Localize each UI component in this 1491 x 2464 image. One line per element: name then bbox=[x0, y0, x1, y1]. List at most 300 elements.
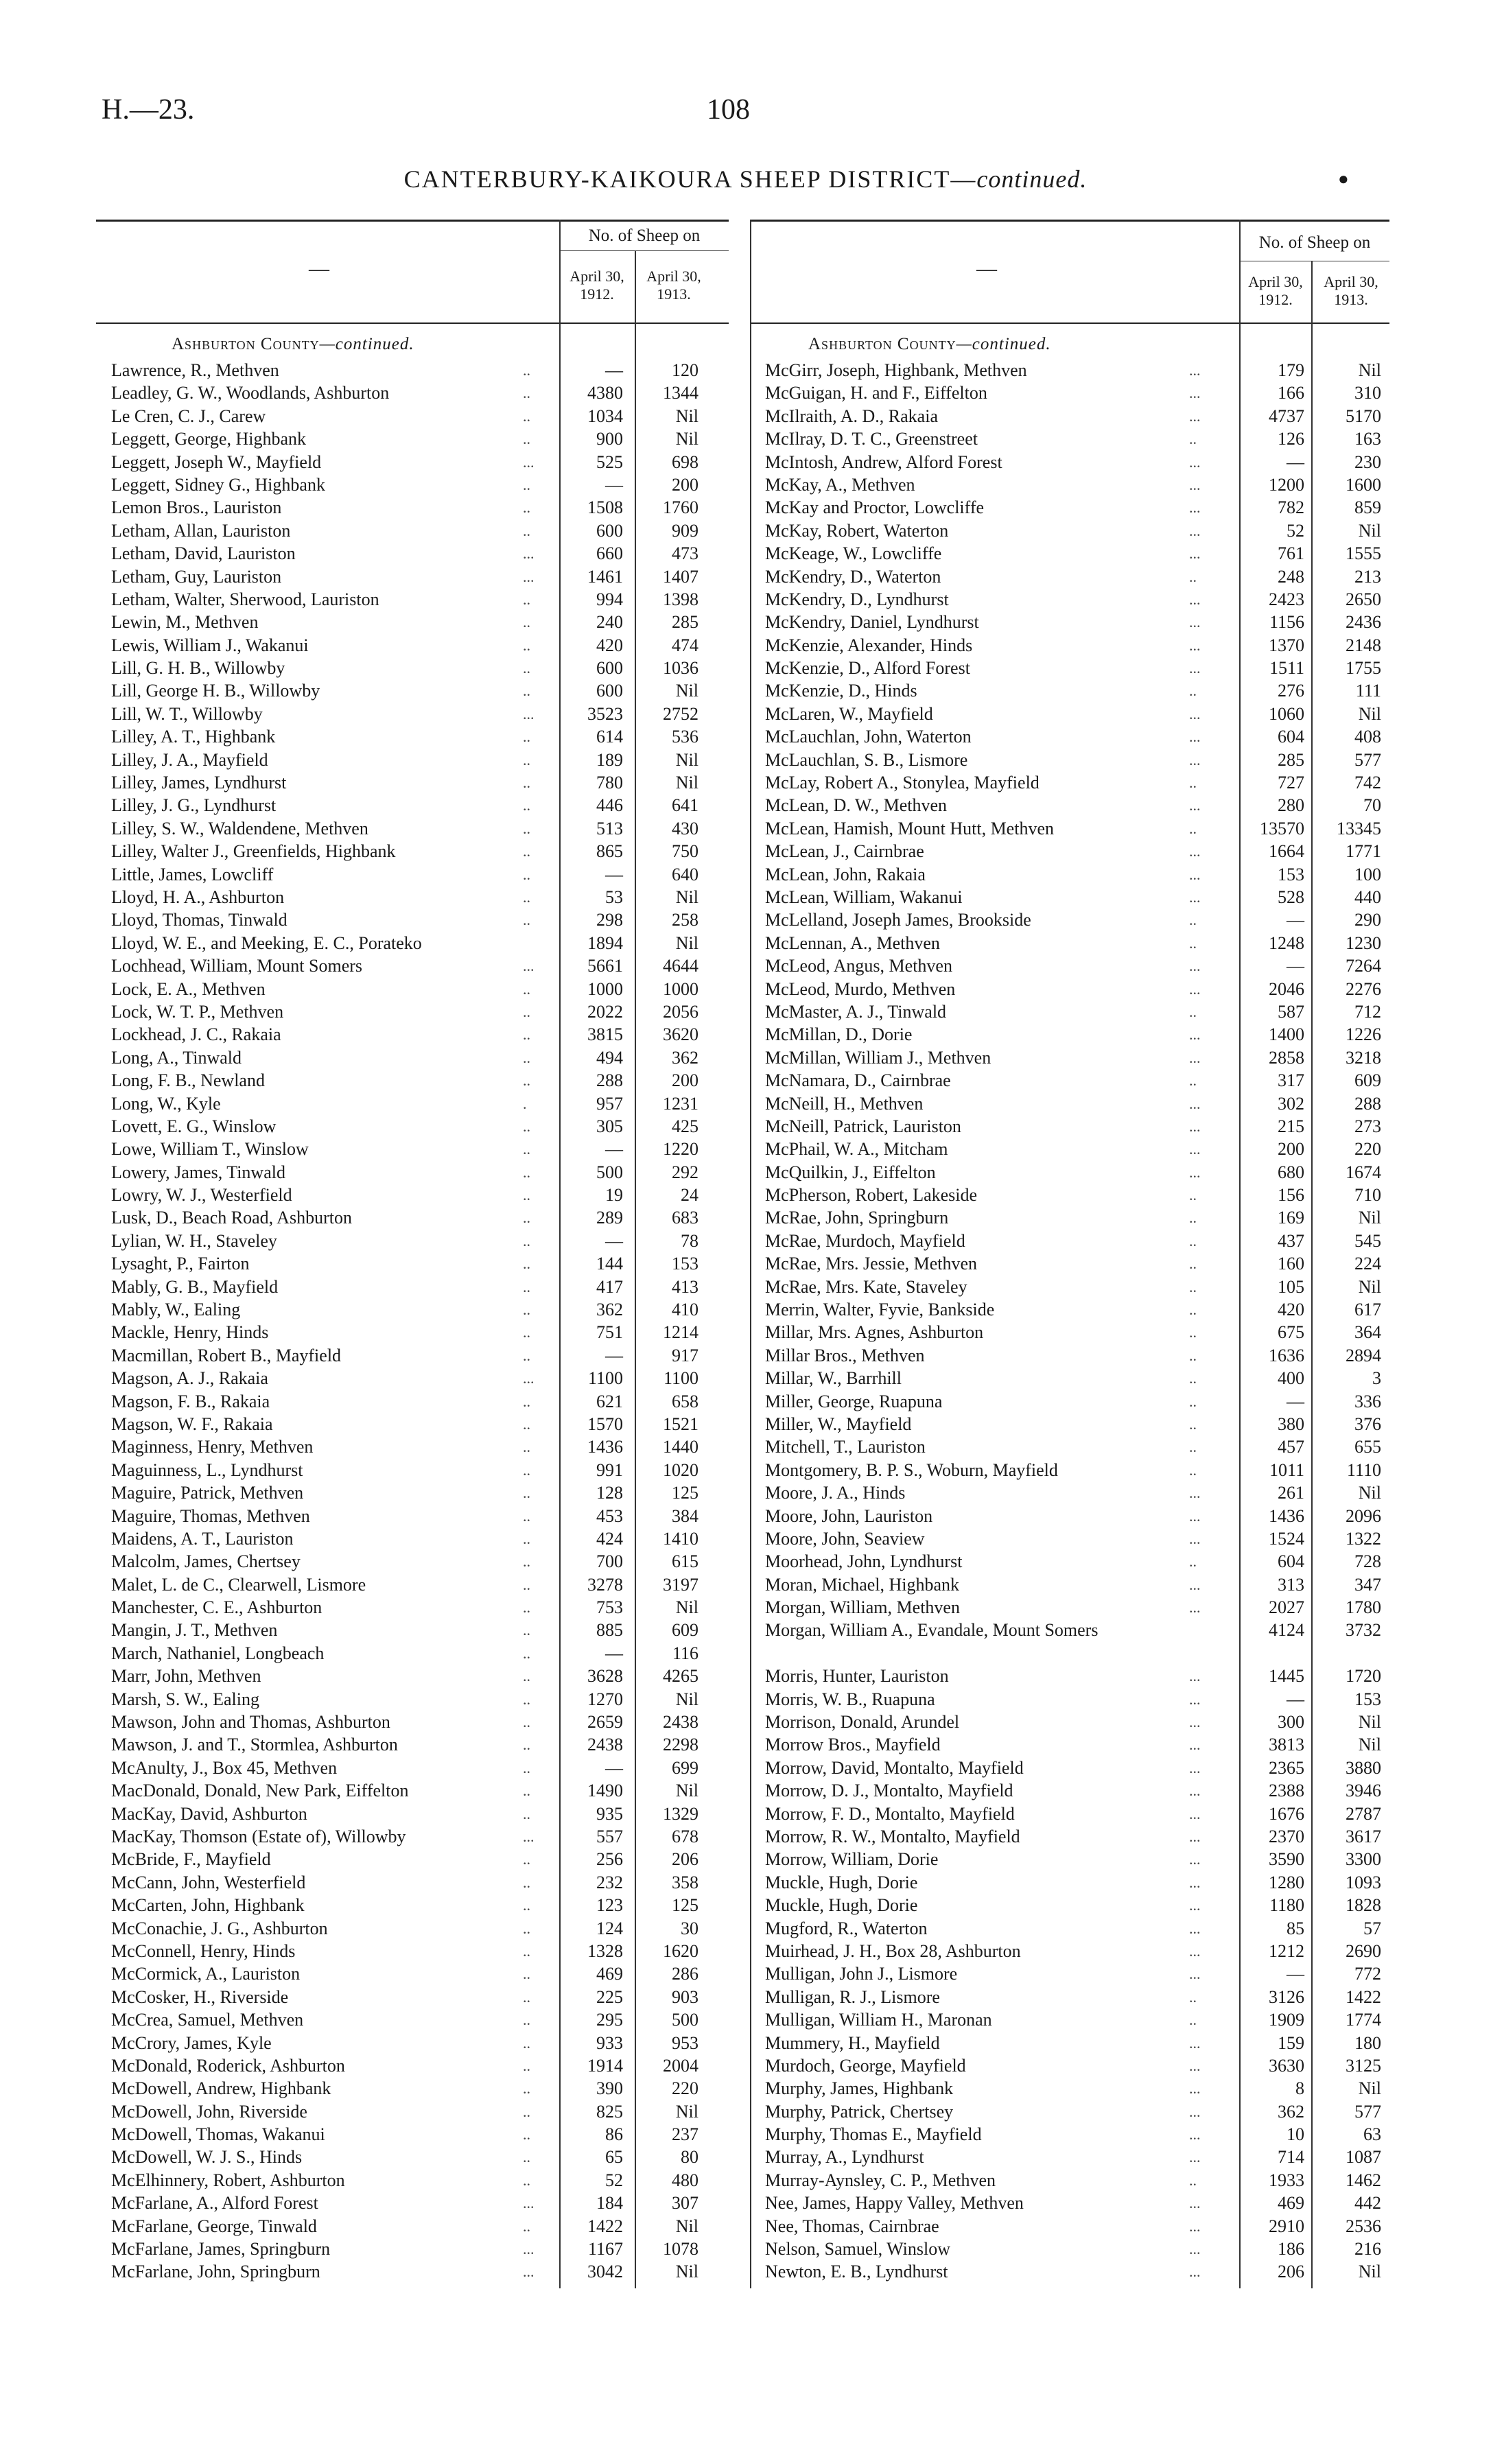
sheep-1912: 1370 bbox=[1269, 635, 1304, 655]
leader-dots: .. bbox=[1189, 1461, 1197, 1479]
sheep-1913: 70 bbox=[1363, 795, 1381, 816]
sheep-1913: Nil bbox=[675, 429, 698, 449]
sheep-1913: 220 bbox=[1354, 1139, 1381, 1160]
table-row bbox=[96, 1688, 729, 1711]
sheep-1912: 1034 bbox=[587, 406, 623, 426]
sheep-1912: 528 bbox=[1278, 887, 1304, 907]
sheep-1912: 86 bbox=[605, 2124, 623, 2145]
sheep-1913: 410 bbox=[672, 1300, 698, 1320]
table-row bbox=[750, 1940, 1389, 1962]
leader-dots: ... bbox=[1189, 865, 1201, 883]
owner-name: Lowery, James, Tinwald bbox=[111, 1162, 285, 1182]
owner-name: McDonald, Roderick, Ashburton bbox=[111, 2055, 345, 2076]
sheep-1913: Nil bbox=[1358, 1208, 1381, 1228]
sheep-1913: 909 bbox=[672, 520, 698, 541]
table-row bbox=[750, 840, 1389, 863]
sheep-1912: 3126 bbox=[1269, 1986, 1304, 2007]
sheep-1912: 53 bbox=[605, 887, 623, 907]
owner-name: Lewis, William J., Wakanui bbox=[111, 635, 309, 655]
sheep-1912: 1664 bbox=[1269, 841, 1304, 862]
leader-dots: ... bbox=[523, 545, 535, 563]
owner-name: McLean, William, Wakanui bbox=[765, 887, 963, 907]
leader-dots: .. bbox=[523, 682, 530, 700]
table-row bbox=[750, 1757, 1389, 1779]
sheep-1912: — bbox=[1287, 910, 1304, 930]
table-row bbox=[96, 1206, 729, 1229]
owner-name: McFarlane, James, Springburn bbox=[111, 2239, 331, 2260]
owner-name: Lloyd, W. E., and Meeking, E. C., Porateko bbox=[111, 932, 422, 953]
table-row bbox=[96, 1550, 729, 1573]
table-row bbox=[750, 863, 1389, 886]
table-row bbox=[96, 1642, 729, 1665]
sheep-1912: 3815 bbox=[587, 1024, 623, 1045]
left-group-rule bbox=[559, 250, 729, 251]
sheep-1913: 2004 bbox=[663, 2055, 698, 2076]
leader-dots: ... bbox=[523, 567, 535, 585]
leader-dots: .. bbox=[523, 1140, 530, 1158]
leader-dots: ... bbox=[1189, 1851, 1201, 1868]
sheep-1912: — bbox=[605, 1230, 623, 1251]
sheep-1912: 1270 bbox=[587, 1689, 623, 1709]
owner-name: Nelson, Samuel, Winslow bbox=[765, 2239, 951, 2260]
sheep-1913: Nil bbox=[675, 406, 698, 426]
sheep-1912: 557 bbox=[596, 1827, 623, 1846]
sheep-1913: 3732 bbox=[1346, 1620, 1381, 1641]
leader-dots: ... bbox=[523, 2194, 535, 2212]
table-row bbox=[96, 1917, 729, 1940]
sheep-1912: 420 bbox=[1278, 1300, 1304, 1320]
sheep-1913: 3300 bbox=[1346, 1849, 1381, 1870]
leader-dots: .. bbox=[523, 1072, 530, 1090]
table-row bbox=[96, 1779, 729, 1802]
sheep-1913: 1226 bbox=[1346, 1024, 1381, 1045]
owner-name: Marsh, S. W., Ealing bbox=[111, 1689, 259, 1709]
leader-dots: .. bbox=[523, 636, 530, 654]
table-row bbox=[750, 1550, 1389, 1573]
owner-name: Morrow, William, Dorie bbox=[765, 1849, 939, 1870]
table-row bbox=[750, 2008, 1389, 2031]
leader-dots: .. bbox=[523, 819, 530, 837]
leader-dots: .. bbox=[523, 476, 530, 493]
sheep-1912: 600 bbox=[596, 681, 623, 701]
owner-name: Moore, John, Seaview bbox=[765, 1528, 925, 1549]
sheep-1912: 2022 bbox=[587, 1001, 623, 1022]
sheep-1913: 2276 bbox=[1346, 978, 1381, 999]
sheep-1913: 750 bbox=[672, 841, 698, 862]
sheep-1913: 2056 bbox=[663, 1001, 698, 1022]
sheep-1913: 1774 bbox=[1346, 2010, 1381, 2030]
sheep-1912: 935 bbox=[596, 1803, 623, 1824]
sheep-1913: 2787 bbox=[1346, 1803, 1381, 1824]
table-row bbox=[750, 2054, 1389, 2077]
sheep-1912: — bbox=[605, 360, 623, 380]
owner-name: Lawrence, R., Methven bbox=[111, 360, 279, 380]
owner-name: Lilley, A. T., Highbank bbox=[111, 727, 276, 747]
table-row bbox=[96, 1230, 729, 1252]
sheep-1913: 3946 bbox=[1346, 1781, 1381, 1801]
table-row bbox=[96, 771, 729, 794]
sheep-1912: 1461 bbox=[587, 566, 623, 587]
page-header bbox=[0, 0, 1491, 226]
table-row bbox=[96, 1000, 729, 1023]
sheep-1912: — bbox=[605, 474, 623, 495]
owner-name: Mawson, J. and T., Stormlea, Ashburton bbox=[111, 1735, 398, 1755]
leader-dots: .. bbox=[523, 1209, 530, 1227]
leader-dots: .. bbox=[1189, 682, 1197, 700]
owner-name: Miller, George, Ruapuna bbox=[765, 1391, 943, 1411]
sheep-1913: 903 bbox=[672, 1986, 698, 2007]
sheep-1912: — bbox=[605, 1757, 623, 1778]
owner-name: Letham, Walter, Sherwood, Lauriston bbox=[111, 589, 379, 609]
sheep-1912: 2365 bbox=[1269, 1757, 1304, 1778]
leader-dots: .. bbox=[523, 1759, 530, 1776]
sheep-1912: 123 bbox=[596, 1895, 623, 1916]
owner-name: McQuilkin, J., Eiffelton bbox=[765, 1162, 936, 1182]
sheep-1913: 2650 bbox=[1346, 589, 1381, 609]
leader-dots: .. bbox=[523, 1255, 530, 1273]
owner-name: Leggett, Sidney G., Highbank bbox=[111, 474, 325, 495]
owner-name: Muckle, Hugh, Dorie bbox=[765, 1872, 918, 1892]
leader-dots: .. bbox=[523, 659, 530, 677]
owner-name: Lilley, S. W., Waldendene, Methven bbox=[111, 818, 368, 838]
sheep-1912: 604 bbox=[1278, 727, 1304, 747]
sheep-1913: 63 bbox=[1363, 2124, 1381, 2145]
sheep-1913: 180 bbox=[1354, 2032, 1381, 2053]
owner-name: Lock, E. A., Methven bbox=[111, 978, 266, 999]
table-row bbox=[750, 1138, 1389, 1160]
owner-name: McRae, Mrs. Kate, Staveley bbox=[765, 1276, 967, 1297]
sheep-1913: 641 bbox=[672, 795, 698, 816]
owner-name: Lilley, Walter J., Greenfields, Highbank bbox=[111, 841, 396, 862]
table-row bbox=[96, 1115, 729, 1138]
leader-dots: ... bbox=[1189, 1713, 1201, 1731]
leader-dots: ... bbox=[523, 2240, 535, 2258]
leader-dots: ... bbox=[1189, 521, 1201, 539]
owner-name: Morrow, R. W., Montalto, Mayfield bbox=[765, 1827, 1020, 1847]
table-row bbox=[96, 2192, 729, 2214]
sheep-1912: 3042 bbox=[587, 2262, 623, 2282]
leader-dots: .. bbox=[1189, 1255, 1197, 1273]
table-row bbox=[750, 1711, 1389, 1733]
sheep-1913: 2298 bbox=[663, 1735, 698, 1755]
table-row bbox=[96, 1848, 729, 1870]
sheep-1912: 215 bbox=[1278, 1116, 1304, 1136]
owner-name: Nee, Thomas, Cairnbrae bbox=[765, 2216, 939, 2236]
table-row bbox=[750, 1894, 1389, 1916]
leader-dots: .. bbox=[523, 1575, 530, 1593]
owner-name: McDowell, John, Riverside bbox=[111, 2101, 307, 2122]
sheep-1912: 305 bbox=[596, 1116, 623, 1136]
table-row bbox=[96, 1344, 729, 1367]
leader-dots: ... bbox=[1189, 384, 1201, 402]
leader-dots: .. bbox=[1189, 1346, 1197, 1364]
sheep-1913: 7264 bbox=[1346, 956, 1381, 976]
sheep-1912: 417 bbox=[596, 1276, 623, 1297]
leader-dots: .. bbox=[523, 1599, 530, 1617]
table-row bbox=[96, 1023, 729, 1046]
owner-name: Leggett, Joseph W., Mayfield bbox=[111, 451, 322, 472]
sheep-1913: 1087 bbox=[1346, 2147, 1381, 2168]
left-table bbox=[96, 220, 729, 2288]
leader-dots: .. bbox=[523, 1553, 530, 1571]
sheep-1913: 728 bbox=[1354, 1551, 1381, 1572]
sheep-1913: 3218 bbox=[1346, 1047, 1381, 1068]
owner-name: McConachie, J. G., Ashburton bbox=[111, 1918, 328, 1938]
owner-name: Lloyd, H. A., Ashburton bbox=[111, 887, 285, 907]
leader-dots: .. bbox=[523, 1529, 530, 1547]
sheep-1912: 184 bbox=[596, 2193, 623, 2214]
sheep-1913: 2436 bbox=[1346, 612, 1381, 633]
table-row bbox=[96, 1161, 729, 1184]
leader-dots: .. bbox=[1189, 1186, 1197, 1204]
sheep-1912: 285 bbox=[1278, 749, 1304, 770]
leader-dots: .. bbox=[523, 499, 530, 517]
table-row bbox=[750, 2215, 1389, 2238]
sheep-1912: 85 bbox=[1287, 1918, 1304, 1938]
sheep-1912: — bbox=[605, 1643, 623, 1663]
sheep-1912: 3628 bbox=[587, 1666, 623, 1687]
table-row bbox=[96, 1252, 729, 1275]
sheep-1912: 2423 bbox=[1269, 589, 1304, 609]
sheep-1912: 4380 bbox=[587, 383, 623, 403]
leader-dots: ... bbox=[1189, 1599, 1201, 1617]
right-header-col2-line2: 1913. bbox=[1334, 291, 1368, 308]
sheep-1913: 917 bbox=[672, 1345, 698, 1365]
sheep-1912: 4737 bbox=[1269, 406, 1304, 426]
sheep-1912: 2910 bbox=[1269, 2216, 1304, 2236]
table-row bbox=[96, 427, 729, 450]
owner-name: Mulligan, John J., Lismore bbox=[765, 1964, 958, 1984]
sheep-1912: 2370 bbox=[1269, 1827, 1304, 1847]
sheep-1912: 302 bbox=[1278, 1093, 1304, 1114]
leader-dots: .. bbox=[523, 2034, 530, 2052]
sheep-1913: Nil bbox=[1358, 703, 1381, 724]
owner-name: McLean, J., Cairnbrae bbox=[765, 841, 924, 862]
right-table bbox=[750, 220, 1389, 2288]
left-header-col2 bbox=[636, 268, 712, 303]
owner-name: Murphy, James, Highbank bbox=[765, 2078, 954, 2099]
table-row bbox=[750, 405, 1389, 427]
sheep-1912: 457 bbox=[1278, 1437, 1304, 1457]
table-row bbox=[96, 634, 729, 657]
table-row bbox=[750, 978, 1389, 1000]
table-row bbox=[750, 1252, 1389, 1275]
left-header-col1 bbox=[560, 268, 634, 303]
owner-name: Long, A., Tinwald bbox=[111, 1047, 242, 1068]
owner-name: McMillan, D., Dorie bbox=[765, 1024, 913, 1045]
leader-dots: ... bbox=[523, 705, 535, 723]
sheep-1913: Nil bbox=[1358, 520, 1381, 541]
table-row bbox=[96, 1390, 729, 1413]
table-row bbox=[96, 382, 729, 404]
owner-name: Maginness, Henry, Methven bbox=[111, 1437, 314, 1457]
table-row bbox=[96, 496, 729, 519]
leader-dots: .. bbox=[523, 2126, 530, 2144]
sheep-1912: 3523 bbox=[587, 703, 623, 724]
owner-name: Lovett, E. G., Winslow bbox=[111, 1116, 277, 1136]
table-row bbox=[750, 1459, 1389, 1481]
sheep-1912: 1914 bbox=[587, 2055, 623, 2076]
leader-dots: ... bbox=[1189, 453, 1201, 471]
sheep-1912: 206 bbox=[1278, 2262, 1304, 2282]
sheep-1913: 100 bbox=[1354, 864, 1381, 884]
sheep-1912: 124 bbox=[596, 1918, 623, 1938]
sheep-1913: 1771 bbox=[1346, 841, 1381, 862]
leader-dots: ... bbox=[1189, 797, 1201, 814]
sheep-1913: 237 bbox=[672, 2124, 698, 2145]
sheep-1912: 500 bbox=[596, 1162, 623, 1182]
sheep-1912: 1436 bbox=[587, 1437, 623, 1457]
sheep-1912: 1490 bbox=[587, 1781, 623, 1801]
owner-name: Lowe, William T., Winslow bbox=[111, 1139, 309, 1160]
owner-name: McKenzie, Alexander, Hinds bbox=[765, 635, 973, 655]
leader-dots: ... bbox=[1189, 1140, 1201, 1158]
sheep-1913: 658 bbox=[672, 1391, 698, 1411]
table-row bbox=[750, 771, 1389, 794]
sheep-1912: 1180 bbox=[1269, 1895, 1304, 1916]
sheep-1912: 105 bbox=[1278, 1276, 1304, 1297]
leader-dots: .. bbox=[523, 751, 530, 768]
owner-name: Miller, W., Mayfield bbox=[765, 1413, 912, 1434]
leader-dots: .. bbox=[523, 1301, 530, 1319]
leader-dots: .. bbox=[1189, 1370, 1197, 1387]
leader-dots: ... bbox=[1189, 590, 1201, 608]
sheep-1912: 295 bbox=[596, 2010, 623, 2030]
table-row bbox=[96, 1298, 729, 1321]
sheep-1912: 420 bbox=[596, 635, 623, 655]
sheep-1913: 376 bbox=[1354, 1413, 1381, 1434]
sheep-1912: 2659 bbox=[587, 1712, 623, 1733]
table-row bbox=[750, 679, 1389, 702]
table-row bbox=[96, 1276, 729, 1298]
sheep-1912: 2046 bbox=[1269, 978, 1304, 999]
leader-dots: .. bbox=[523, 1484, 530, 1502]
sheep-1912: — bbox=[1287, 1964, 1304, 1984]
document-code: H.—23. bbox=[102, 94, 195, 126]
leader-dots: .. bbox=[523, 407, 530, 425]
table-row bbox=[750, 1367, 1389, 1389]
owner-name: Murphy, Thomas E., Mayfield bbox=[765, 2124, 982, 2145]
table-row bbox=[96, 565, 729, 588]
sheep-1913: 408 bbox=[1354, 727, 1381, 747]
sheep-1912: 1422 bbox=[587, 2216, 623, 2236]
leader-dots: .. bbox=[523, 1988, 530, 2006]
right-header-col1-line1: April 30, bbox=[1248, 273, 1303, 290]
leader-dots: .. bbox=[523, 2171, 530, 2189]
leader-dots: .. bbox=[523, 1965, 530, 1983]
owner-name: McFarlane, George, Tinwald bbox=[111, 2216, 317, 2236]
owner-name: McPhail, W. A., Mitcham bbox=[765, 1139, 948, 1160]
table-row bbox=[96, 451, 729, 473]
leader-dots: .. bbox=[1189, 911, 1197, 929]
leader-dots: .. bbox=[1189, 934, 1197, 952]
table-row bbox=[96, 1092, 729, 1115]
sheep-1912: 390 bbox=[596, 2078, 623, 2099]
sheep-1913: Nil bbox=[1358, 1735, 1381, 1755]
sheep-1913: 1555 bbox=[1346, 543, 1381, 564]
sheep-1912: 994 bbox=[596, 589, 623, 609]
sheep-1912: 446 bbox=[596, 795, 623, 816]
owner-name: McLauchlan, S. B., Lismore bbox=[765, 749, 968, 770]
owner-name: McIlraith, A. D., Rakaia bbox=[765, 406, 938, 426]
table-row bbox=[96, 1940, 729, 1962]
sheep-1912: 1436 bbox=[1269, 1505, 1304, 1526]
table-row bbox=[750, 794, 1389, 817]
owner-name: Murphy, Patrick, Chertsey bbox=[765, 2101, 954, 2122]
sheep-1912: 453 bbox=[596, 1505, 623, 1526]
table-row bbox=[750, 749, 1389, 771]
leader-dots: ... bbox=[1189, 1117, 1201, 1135]
leader-dots: ... bbox=[1189, 1026, 1201, 1044]
sheep-1912: 825 bbox=[596, 2101, 623, 2122]
sheep-1913: 442 bbox=[1354, 2193, 1381, 2214]
table-row bbox=[750, 2123, 1389, 2146]
sheep-1912: 19 bbox=[605, 1185, 623, 1206]
owner-name: McCosker, H., Riverside bbox=[111, 1986, 289, 2007]
sheep-1912: 1156 bbox=[1269, 612, 1304, 633]
leader-dots: .. bbox=[523, 1163, 530, 1181]
owner-name: Morgan, William, Methven bbox=[765, 1597, 960, 1618]
sheep-1912: 225 bbox=[596, 1986, 623, 2007]
sheep-1912: 248 bbox=[1278, 566, 1304, 587]
owner-name: McLennan, A., Methven bbox=[765, 932, 940, 953]
sheep-1913: 1398 bbox=[663, 589, 698, 609]
table-row bbox=[750, 1230, 1389, 1252]
table-row bbox=[750, 1206, 1389, 1229]
owner-name: McKenzie, D., Alford Forest bbox=[765, 658, 970, 679]
owner-name: Lochhead, William, Mount Somers bbox=[111, 956, 363, 976]
leader-dots: .. bbox=[523, 843, 530, 860]
sheep-1912: 865 bbox=[596, 841, 623, 862]
table-row bbox=[96, 725, 729, 748]
sheep-1913: 683 bbox=[672, 1208, 698, 1228]
leader-dots: .. bbox=[523, 1621, 530, 1639]
owner-name: McLean, John, Rakaia bbox=[765, 864, 926, 884]
owner-name: McIlray, D. T. C., Greenstreet bbox=[765, 429, 978, 449]
table-row bbox=[750, 427, 1389, 450]
sheep-1913: 1322 bbox=[1346, 1528, 1381, 1549]
sheep-1913: 1230 bbox=[1346, 932, 1381, 953]
leader-dots: ... bbox=[1189, 407, 1201, 425]
sheep-1912: 614 bbox=[596, 727, 623, 747]
sheep-1913: 2438 bbox=[663, 1712, 698, 1733]
sheep-1913: 273 bbox=[1354, 1116, 1381, 1136]
sheep-1913: 3620 bbox=[663, 1024, 698, 1045]
owner-name: McCrory, James, Kyle bbox=[111, 2032, 272, 2053]
owner-name: Morrow Bros., Mayfield bbox=[765, 1735, 941, 1755]
sheep-1913: 1214 bbox=[663, 1322, 698, 1343]
owner-name: Maguire, Thomas, Methven bbox=[111, 1505, 310, 1526]
sheep-1913: 125 bbox=[672, 1895, 698, 1916]
sheep-1912: 885 bbox=[596, 1620, 623, 1641]
owner-name: Lilley, J. A., Mayfield bbox=[111, 749, 268, 770]
page-title bbox=[0, 165, 1491, 193]
sheep-1913: 712 bbox=[1354, 1001, 1381, 1022]
left-header-col1-line2: 1912. bbox=[580, 285, 614, 303]
sheep-1912: 13570 bbox=[1260, 818, 1304, 838]
leader-dots: .. bbox=[523, 430, 530, 448]
table-row bbox=[750, 2238, 1389, 2260]
table-row bbox=[750, 1435, 1389, 1458]
leader-dots: . bbox=[523, 1094, 527, 1112]
owner-name: Lockhead, J. C., Rakaia bbox=[111, 1024, 281, 1045]
table-row bbox=[750, 1046, 1389, 1069]
leader-dots: ... bbox=[1189, 980, 1201, 998]
leader-dots: .. bbox=[523, 1667, 530, 1685]
leader-dots: ... bbox=[523, 453, 535, 471]
table-row bbox=[96, 1619, 729, 1641]
owner-name: Nee, James, Happy Valley, Methven bbox=[765, 2193, 1024, 2214]
